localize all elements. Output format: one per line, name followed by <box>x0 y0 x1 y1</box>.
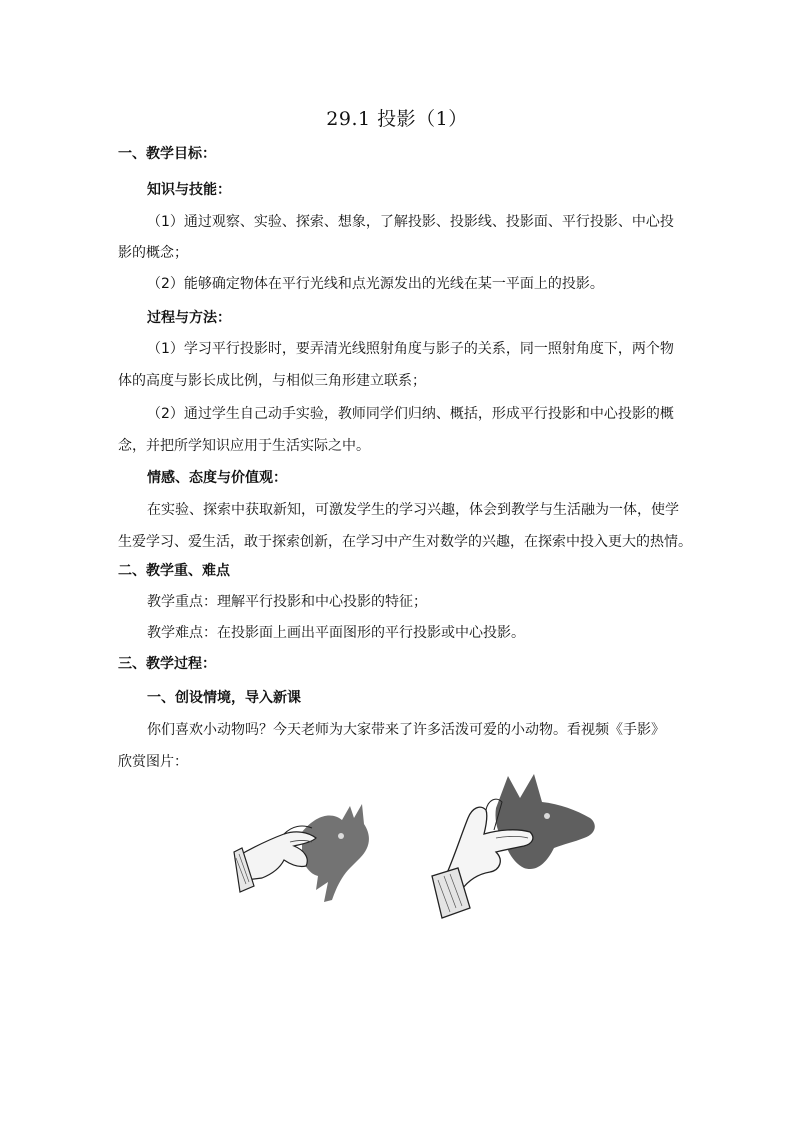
paragraph-knowledge-2: （2）能够确定物体在平行光线和点光源发出的光线在某一平面上的投影。 <box>147 276 604 292</box>
paragraph-knowledge-1: （1）通过观察、实验、探索、想象，了解投影、投影线、投影面、平行投影、中心投 <box>147 214 674 230</box>
paragraph-process-1-cont: 体的高度与影长成比例，与相似三角形建立联系； <box>118 373 426 389</box>
page-title: 29.1 投影（1） <box>326 108 468 130</box>
paragraph-process-1: （1）学习平行投影时，要弄清光线照射角度与影子的关系，同一照射角度下，两个物 <box>147 341 674 357</box>
paragraph-intro-cont: 欣赏图片： <box>118 754 188 770</box>
paragraph-difficult-point: 教学难点：在投影面上画出平面图形的平行投影或中心投影。 <box>147 625 525 641</box>
paragraph-process-2: （2）通过学生自己动手实验，教师同学们归纳、概括，形成平行投影和中心投影的概 <box>147 406 674 422</box>
paragraph-process-2-cont: 念，并把所学知识应用于生活实际之中。 <box>118 438 370 454</box>
section-heading-process: 三、教学过程： <box>118 656 216 672</box>
hand-shadow-wolf-image <box>424 768 612 928</box>
paragraph-key-point: 教学重点：理解平行投影和中心投影的特征； <box>147 594 427 610</box>
paragraph-emotion: 在实验、探索中获取新知，可激发学生的学习兴趣，体会到教学与生活融为一体，使学 <box>147 502 679 518</box>
subheading-knowledge: 知识与技能： <box>147 182 231 198</box>
paragraph-intro: 你们喜欢小动物吗？今天老师为大家带来了许多活泼可爱的小动物。看视频《手影》 <box>147 722 665 738</box>
section-heading-key-points: 二、教学重、难点 <box>118 563 230 579</box>
paragraph-emotion-cont: 生爱学习、爱生活，敢于探索创新，在学习中产生对数学的兴趣，在探索中投入更大的热情。 <box>118 534 692 550</box>
section-heading-objectives: 一、教学目标： <box>118 146 216 162</box>
hand-shadow-images <box>232 768 612 928</box>
paragraph-knowledge-1-cont: 影的概念； <box>118 245 188 261</box>
subheading-intro: 一、创设情境，导入新课 <box>147 690 301 706</box>
subheading-process: 过程与方法： <box>147 310 231 326</box>
subheading-emotion: 情感、态度与价值观： <box>147 470 287 486</box>
hand-shadow-goat-image <box>232 796 392 914</box>
